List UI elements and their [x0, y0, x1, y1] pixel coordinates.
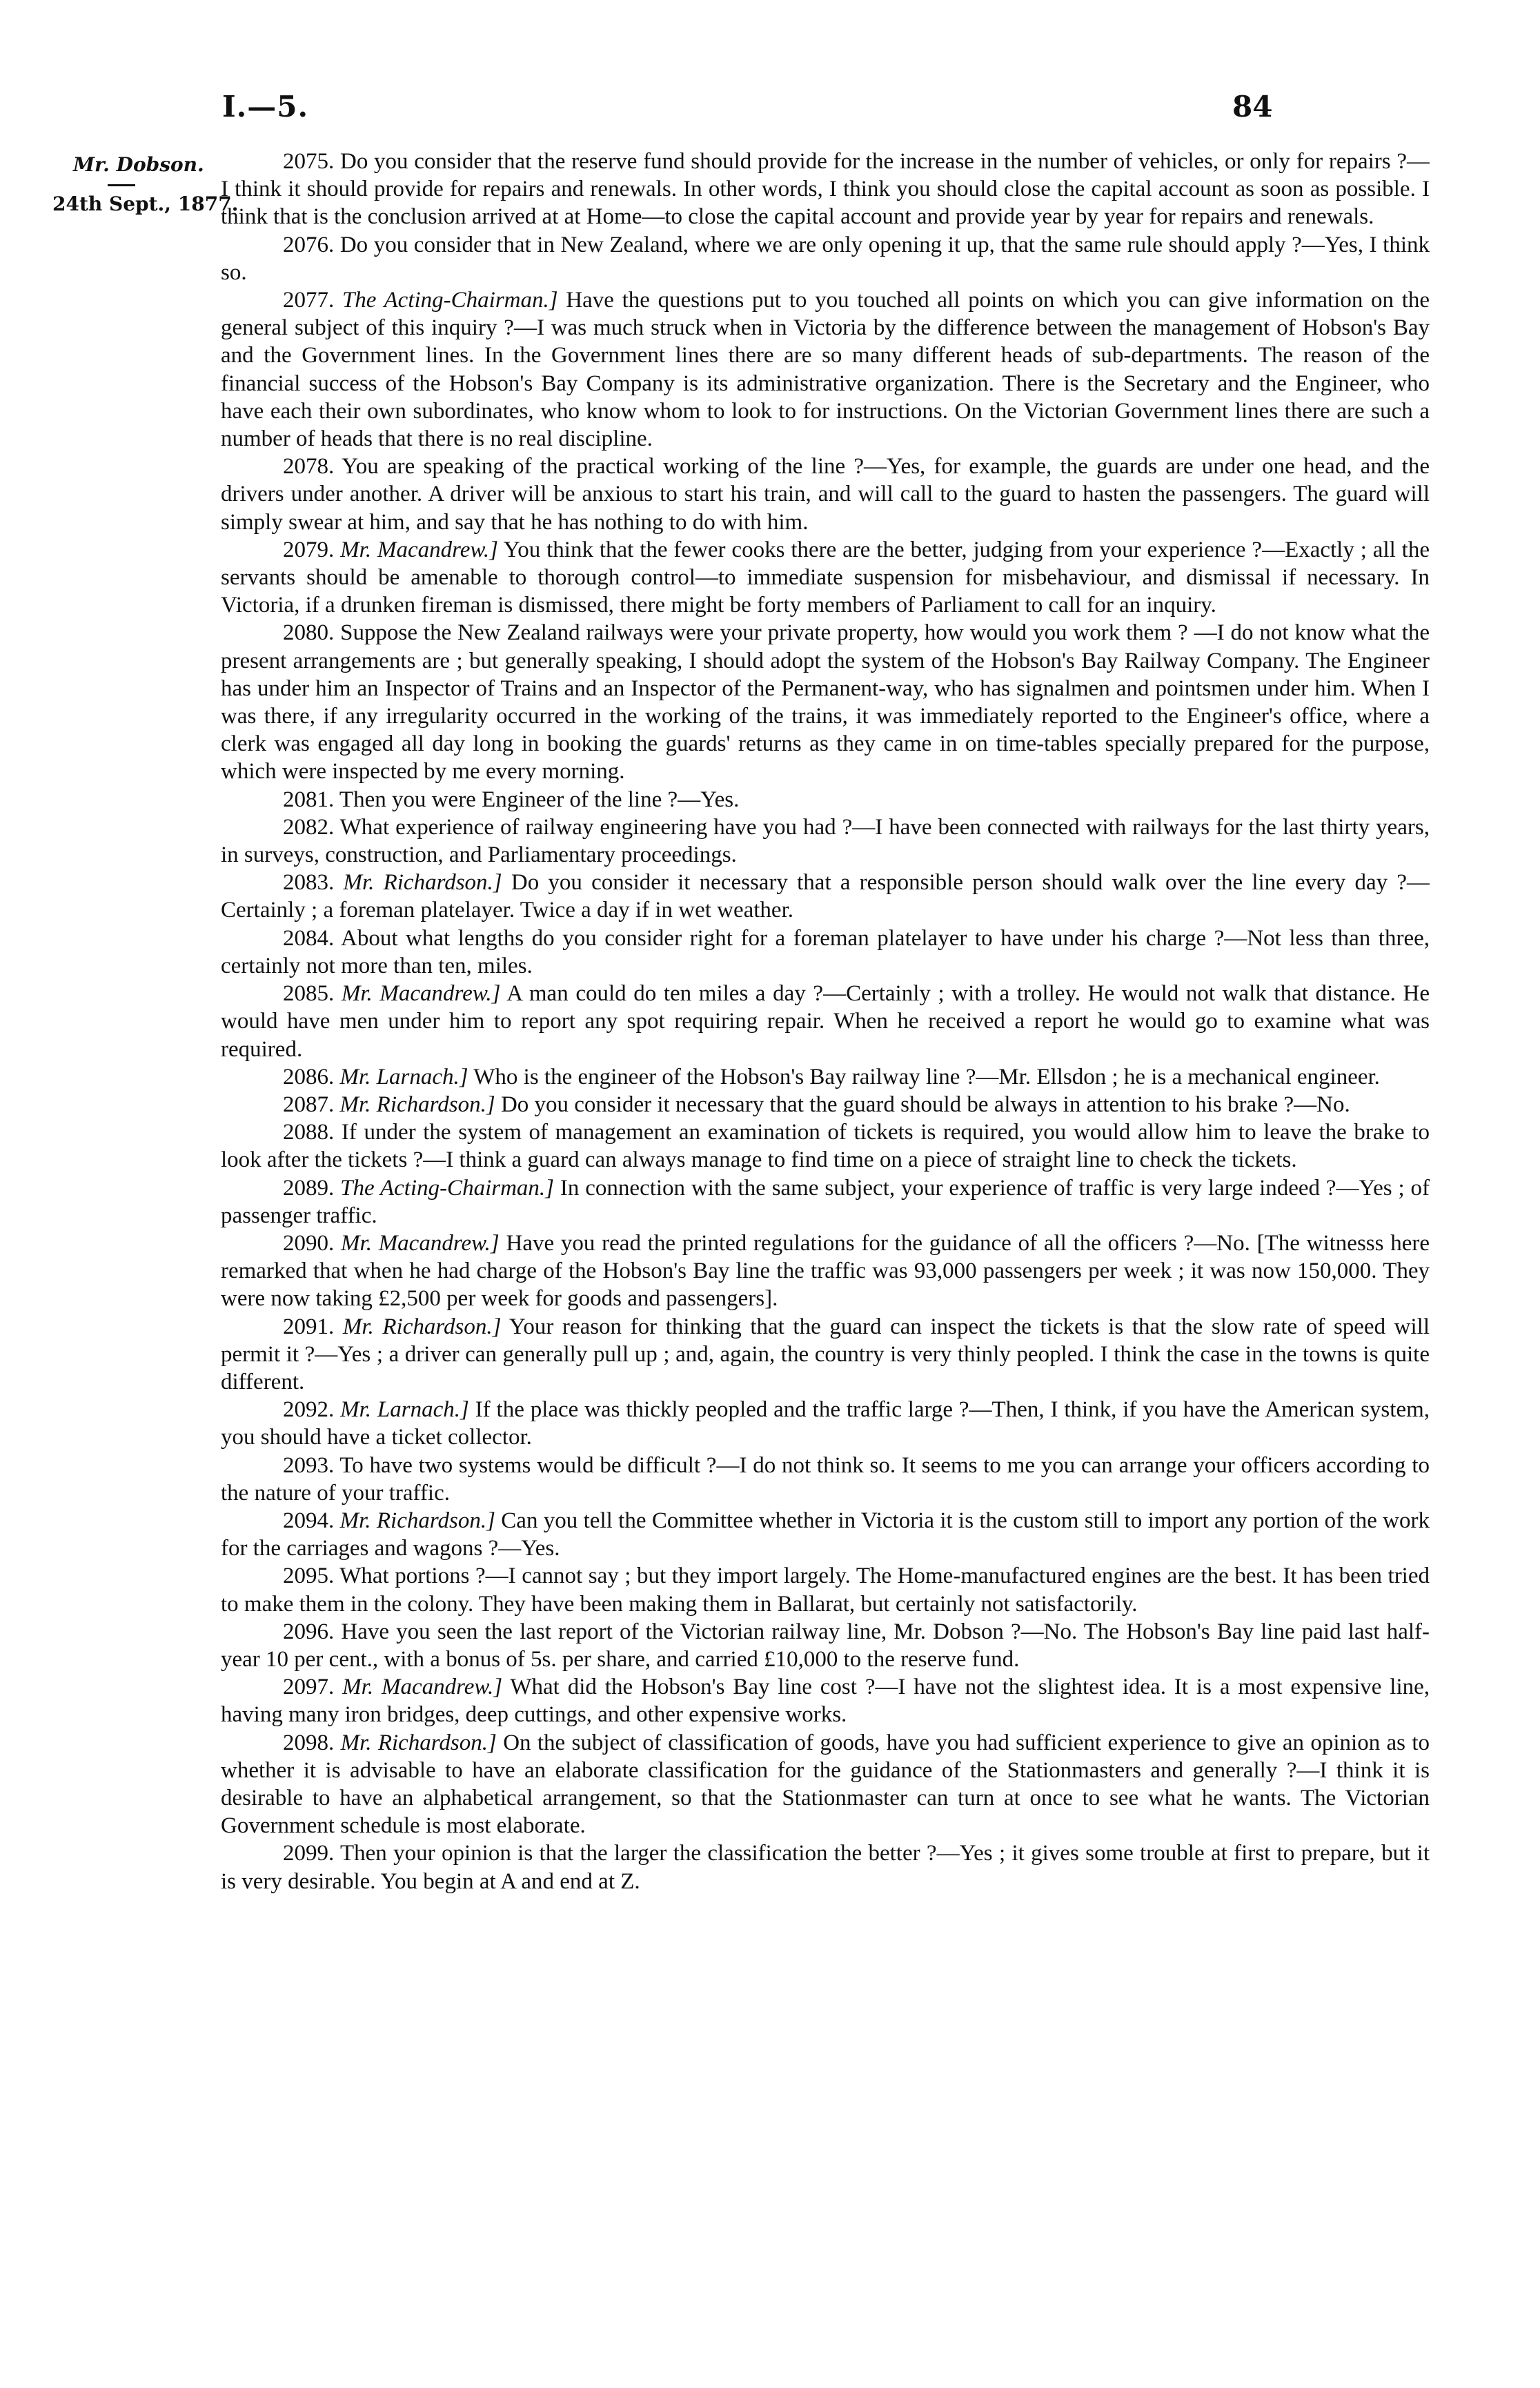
- testimony-text: Do you consider it necessary that the guard should be always in attention to his brake ?—No.: [500, 1092, 1350, 1117]
- page-number: 84: [1232, 90, 1273, 124]
- question-number: 2087.: [283, 1092, 335, 1117]
- question-number: 2088.: [283, 1120, 335, 1145]
- question-number: 2094.: [283, 1508, 335, 1533]
- question-paragraph: [221, 148, 1430, 231]
- speaker-label: Mr. Larnach.]: [339, 1064, 468, 1089]
- speaker-label: Mr. Macandrew.]: [340, 537, 499, 562]
- testimony-text: Do you consider that the reserve fund should provide for the increase in the number of vehicles, or only for repairs ?—I think it should provide for repairs and renewals. In other words, I think you should close the capital account as soon as possible. I think that is the conclusion arrived at at Home—to close the capital account and provide year by year for repairs and renewals.: [221, 149, 1430, 230]
- speaker-label: Mr. Macandrew.]: [341, 981, 501, 1007]
- testimony-text: Have you read the printed regulations for the guidance of all the officers ?—No. [The witnesss here remarked that when he had charge of the Hobson's Bay line the traffic was 93,000 passengers per week ; it was now 150,000. They were now taking £2,500 per week for goods and passengers].: [221, 1230, 1430, 1312]
- witness-name: Mr. Dobson.: [73, 153, 204, 176]
- question-paragraph: [221, 1230, 1430, 1313]
- question-paragraph: [221, 1118, 1430, 1174]
- testimony-text: Do you consider that in New Zealand, where we are only opening it up, that the same rule should apply ?—Yes, I think so.: [221, 232, 1430, 285]
- speaker-label: Mr. Richardson.]: [339, 1508, 495, 1533]
- question-number: 2086.: [283, 1064, 335, 1089]
- testimony-text: In connection with the same subject, your experience of traffic is very large indeed ?—Yes ; of passenger traffic.: [221, 1175, 1430, 1228]
- question-paragraph: [221, 1673, 1430, 1728]
- question-paragraph: [221, 1091, 1430, 1118]
- question-paragraph: [221, 1063, 1430, 1091]
- question-paragraph: [221, 869, 1430, 924]
- testimony-text: Can you tell the Committee whether in Victoria it is the custom still to import any portion of the work for the carriages and wagons ?—Yes.: [221, 1508, 1430, 1561]
- question-number: 2076.: [283, 232, 335, 257]
- question-number: 2082.: [283, 814, 335, 840]
- question-number: 2092.: [283, 1397, 335, 1423]
- question-number: 2097.: [283, 1675, 335, 1700]
- testimony-text: Your reason for thinking that the guard can inspect the tickets is that the slow rate of speed will permit it ?—Yes ; a driver can generally pull up ; and, again, the country is very thinly peopled. I think the case in the towns is quite different.: [221, 1314, 1430, 1394]
- speaker-label: Mr. Macandrew.]: [342, 1675, 503, 1700]
- question-number: 2093.: [283, 1452, 335, 1478]
- question-number: 2083.: [283, 870, 335, 896]
- testimony-text: What did the Hobson's Bay line cost ?—I have not the slightest idea. It is a most expensive line, having many iron bridges, deep cuttings, and other expensive works.: [221, 1675, 1430, 1728]
- question-number: 2080.: [283, 620, 335, 646]
- margin-note: [52, 151, 239, 218]
- question-paragraph: [221, 813, 1430, 869]
- testimony-text: If under the system of management an examination of tickets is required, you would allow him to leave the brake to look after the tickets ?—I think a guard can always manage to find time on a piece of straight line to check the tickets.: [221, 1120, 1430, 1173]
- testimony-text: Have the questions put to you touched all points on which you can give information on the general subject of this inquiry ?—I was much struck when in Victoria by the difference between the management of Hobson's Bay and the Government lines. In the Government lines there are so many different heads of sub-departments. The reason of the financial success of the Hobson's Bay Company is its administrative organization. There is the Secretary and the Engineer, who have each their own subordinates, who know whom to look to for instructions. On the Victorian Government lines there are such a number of heads that there is no real discipline.: [221, 288, 1430, 452]
- question-number: 2090.: [283, 1230, 335, 1256]
- question-paragraph: [221, 1396, 1430, 1451]
- question-paragraph: [221, 286, 1430, 453]
- question-number: 2085.: [283, 981, 335, 1007]
- testimony-text: A man could do ten miles a day ?—Certainly ; with a trolley. He would not walk that distance. He would have men under him to report any spot requiring repair. When he received a report he would go to examine what was required.: [221, 981, 1430, 1062]
- speaker-label: The Acting-Chairman.]: [342, 288, 558, 313]
- speaker-label: Mr. Macandrew.]: [341, 1230, 500, 1256]
- speaker-label: Mr. Richardson.]: [339, 1092, 495, 1117]
- question-number: 2075.: [283, 149, 335, 174]
- testimony-body: [221, 148, 1430, 2342]
- testimony-text: Then your opinion is that the larger the classification the better ?—Yes ; it gives some trouble at first to prepare, but it is very desirable. You begin at A and end at Z.: [221, 1841, 1430, 1894]
- margin-rule: [108, 184, 135, 186]
- testimony-text: Then you were Engineer of the line ?—Yes.: [339, 787, 740, 812]
- question-number: 2099.: [283, 1841, 335, 1866]
- question-number: 2077.: [283, 288, 335, 313]
- question-paragraph: [221, 231, 1430, 286]
- question-paragraph: [221, 1313, 1430, 1397]
- speaker-label: Mr. Larnach.]: [340, 1397, 469, 1423]
- question-paragraph: [221, 1729, 1430, 1840]
- testimony-text: Have you seen the last report of the Victorian railway line, Mr. Dobson ?—No. The Hobson's Bay line paid last half-year 10 per cent., with a bonus of 5s. per share, and carried £10,000 to the reserve fund.: [221, 1619, 1430, 1672]
- question-number: 2089.: [283, 1175, 335, 1201]
- question-paragraph: [221, 1839, 1430, 1895]
- question-paragraph: [221, 1174, 1430, 1230]
- question-number: 2078.: [283, 454, 335, 480]
- question-paragraph: [221, 980, 1430, 1063]
- question-paragraph: [221, 1562, 1430, 1617]
- testimony-text: What experience of railway engineering have you had ?—I have been connected with railways for the last thirty years, in surveys, construction, and Parliamentary proceedings.: [221, 814, 1430, 868]
- testimony-text: Suppose the New Zealand railways were your private property, how would you work them ? —I do not know what the present arrangements are ; but generally speaking, I should adopt the system of the Hobson's Bay Railway Company. The Engineer has under him an Inspector of Trains and an Inspector of the Permanent-way, who has signalmen and pointsmen under him. When I was there, if any irregularity occurred in the working of the trains, it was immediately reported to the Engineer's office, where a clerk was engaged all day long in booking the guards' returns as they came in on time-tables specially prepared for the purpose, which were inspected by me every morning.: [221, 620, 1430, 785]
- testimony-text: You think that the fewer cooks there are the better, judging from your experience ?—Exactly ; all the servants should be amenable to thorough control—to immediate suspension for misbehaviour, and dismissal if necessary. In Victoria, if a drunken fireman is dismissed, there might be forty members of Parliament to call for an inquiry.: [221, 537, 1430, 618]
- speaker-label: Mr. Richardson.]: [343, 870, 502, 896]
- question-paragraph: [221, 1507, 1430, 1562]
- section-label: I.—5.: [222, 90, 309, 124]
- page-header: [0, 90, 1540, 131]
- question-paragraph: [221, 786, 1430, 813]
- question-paragraph: [221, 1618, 1430, 1673]
- testimony-text: If the place was thickly peopled and the traffic large ?—Then, I think, if you have the American system, you should have a ticket collector.: [221, 1397, 1430, 1450]
- testimony-text: Do you consider it necessary that a responsible person should walk over the line every day ?—Certainly ; a foreman platelayer. Twice a day if in wet weather.: [221, 870, 1430, 923]
- question-number: 2084.: [283, 925, 335, 951]
- speaker-label: Mr. Richardson.]: [340, 1730, 497, 1755]
- testimony-text: What portions ?—I cannot say ; but they import largely. The Home-manufactured engines are the best. It has been tried to make them in the colony. They have been making them in Ballarat, but certainly not satisfactorily.: [221, 1563, 1430, 1617]
- testimony-text: To have two systems would be difficult ?—I do not think so. It seems to me you can arrange your officers according to the nature of your traffic.: [221, 1452, 1430, 1506]
- question-number: 2096.: [283, 1619, 335, 1644]
- testimony-text: On the subject of classification of goods, have you had sufficient experience to give an opinion as to whether it is advisable to have an elaborate classification for the guidance of the Stationmasters and generally ?—I think it is desirable to have an alphabetical arrangement, so that the Stationmaster can turn at once to see what he wants. The Victorian Government schedule is most elaborate.: [221, 1730, 1430, 1839]
- testimony-text: Who is the engineer of the Hobson's Bay railway line ?—Mr. Ellsdon ; he is a mechanical engineer.: [473, 1064, 1380, 1089]
- question-paragraph: [221, 925, 1430, 980]
- question-paragraph: [221, 619, 1430, 785]
- question-number: 2095.: [283, 1563, 335, 1589]
- question-number: 2079.: [283, 537, 335, 562]
- testimony-text: About what lengths do you consider right for a foreman platelayer to have under his charge ?—Not less than three, certainly not more than ten, miles.: [221, 925, 1430, 978]
- session-date: 24th Sept., 1877.: [52, 193, 239, 215]
- question-number: 2081.: [283, 787, 335, 812]
- testimony-text: You are speaking of the practical working of the line ?—Yes, for example, the guards are under one head, and the drivers under another. A driver will be anxious to start his train, and will call to the guard to hasten the passengers. The guard will simply swear at him, and say that he has nothing to do with him.: [221, 454, 1430, 535]
- question-number: 2091.: [283, 1314, 335, 1339]
- question-paragraph: [221, 536, 1430, 620]
- speaker-label: Mr. Richardson.]: [342, 1314, 502, 1339]
- question-paragraph: [221, 453, 1430, 536]
- speaker-label: The Acting-Chairman.]: [340, 1175, 555, 1201]
- question-paragraph: [221, 1452, 1430, 1507]
- question-number: 2098.: [283, 1730, 335, 1755]
